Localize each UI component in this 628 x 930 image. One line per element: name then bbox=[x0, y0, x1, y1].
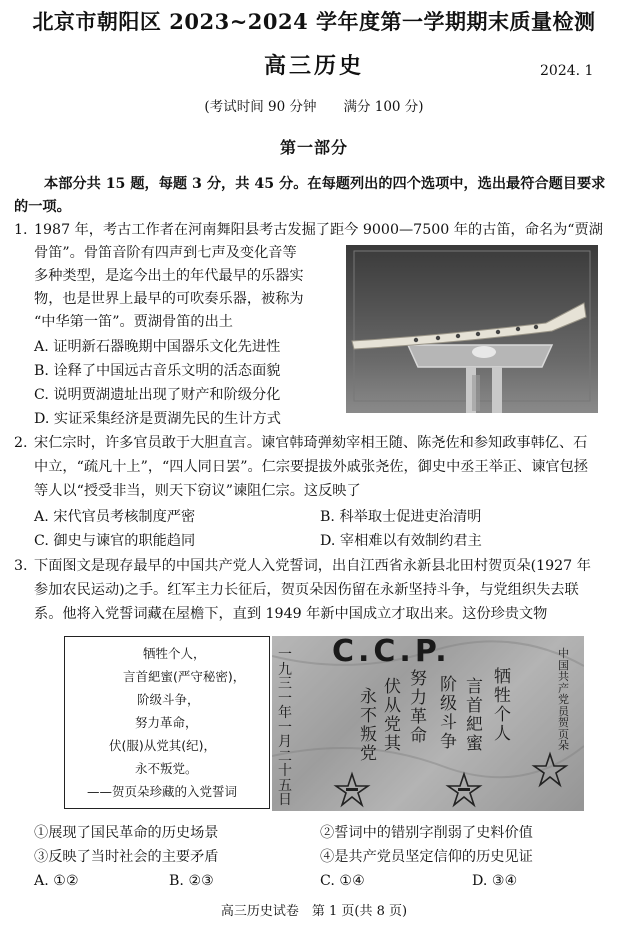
q1-line-2: 骨笛”。骨笛音阶有四声到七声及变化音等 bbox=[34, 245, 297, 261]
oath-column-6: 牺牲个人 bbox=[494, 667, 511, 744]
oath-line-1: 牺牲个人， bbox=[143, 646, 206, 661]
ccp-letters: C.C.P. bbox=[332, 636, 451, 669]
exam-title: 北京市朝阳区 2023~2024 学年度第一学期期末质量检测 bbox=[32, 9, 596, 34]
subject-title: 高三历史 bbox=[263, 53, 364, 79]
q2-option-a[interactable]: A. 宋代官员考核制度严密 bbox=[34, 509, 196, 525]
q1-option-a[interactable]: A. 证明新石器晚期中国器乐文化先进性 bbox=[34, 339, 281, 355]
instructions-line-1: 本部分共 15 题，每题 3 分，共 45 分。在每题列出的四个选项中，选出最符合题目要求 bbox=[44, 176, 606, 192]
instructions-line-2: 的一项。 bbox=[14, 199, 71, 215]
oath-line-3: 阶级斗争， bbox=[137, 692, 200, 707]
q3-line-3: 系。他将入党誓词藏在屋檐下，直到 1949 年新中国成立才取出来。这份珍贵文物 bbox=[34, 606, 548, 622]
q3-statement-2: ②誓词中的错别字削弱了史料价值 bbox=[320, 825, 533, 841]
oath-column-4: 阶级斗争 bbox=[440, 675, 457, 752]
part-title: 第一部分 bbox=[279, 138, 348, 157]
q3-number: 3. bbox=[14, 558, 28, 574]
q2-option-b[interactable]: B. 科举取士促进吏治清明 bbox=[320, 509, 482, 525]
bone-flute-illustration bbox=[346, 245, 598, 413]
q3-line-1: 下面图文是现存最早的中国共产党人入党誓词，出自江西省永新县北田村贺页朵(1927 年 bbox=[34, 558, 591, 574]
q3-line-2: 参加农民运动)之手。红军主力长征后，贺页朵因伤留在永新坚持斗争，与党组织失去联 bbox=[34, 582, 579, 598]
q1-option-b[interactable]: B. 诠释了中国远古音乐文明的活态面貌 bbox=[34, 363, 281, 379]
q1-number: 1. bbox=[14, 222, 28, 238]
oath-line-2: 言首紦蜜(严守秘密)， bbox=[123, 669, 246, 684]
q2-number: 2. bbox=[14, 435, 28, 451]
oath-column-5: 言首紦蜜 bbox=[466, 677, 483, 754]
q2-option-d[interactable]: D. 宰相难以有效制约君主 bbox=[320, 533, 482, 549]
oath-transcription-box bbox=[64, 636, 270, 809]
q2-line-2: 中立，“疏凡十上”，“四人同日罢”。仁宗要提拔外戚张尧佐，御史中丞王举正、谏官包拯 bbox=[34, 459, 588, 475]
page-footer: 高三历史试卷 第 1 页(共 8 页) bbox=[220, 904, 408, 919]
exam-info: (考试时间 90 分钟 满分 100 分) bbox=[204, 99, 424, 115]
oath-cloth-photo bbox=[272, 636, 584, 811]
oath-date-vertical: 一九三一年一月二十五日 bbox=[278, 647, 292, 808]
q3-option-d[interactable]: D. ③④ bbox=[472, 873, 518, 889]
q2-option-c[interactable]: C. 御史与谏官的职能趋同 bbox=[34, 533, 196, 549]
q3-statements bbox=[34, 822, 624, 894]
q2-line-1: 宋仁宗时，许多官员敢于大胆直言。谏官韩琦弹劾宰相王随、陈尧佐和参知政事韩亿、石 bbox=[34, 435, 588, 451]
q3-option-a[interactable]: A. ①② bbox=[34, 873, 79, 889]
party-member-name-vertical: 中国共产党员贺页朵 bbox=[558, 647, 569, 752]
oath-line-6: 永不叛党。 bbox=[135, 761, 198, 776]
oath-line-5: 伏(服)从党其(纪)， bbox=[109, 738, 217, 753]
q3-statement-1: ①展现了国民革命的历史场景 bbox=[34, 825, 219, 841]
oath-column-3: 努力革命 bbox=[410, 669, 427, 746]
q1-line-1: 1987 年，考古工作者在河南舞阳县考古发掘了距今 9000—7500 年的古笛，命名为“贾湖 bbox=[34, 222, 603, 238]
q1-option-c[interactable]: C. 说明贾湖遗址出现了财产和阶级分化 bbox=[34, 387, 281, 403]
q3-statement-3: ③反映了当时社会的主要矛盾 bbox=[34, 849, 219, 865]
q1-line-3: 多种类型，是迄今出土的年代最早的乐器实 bbox=[34, 268, 304, 284]
oath-column-1: 永不叛党 bbox=[360, 687, 377, 764]
q1-line-4: 物，也是世界上最早的可吹奏乐器，被称为 bbox=[34, 291, 304, 307]
q3-statement-4: ④是共产党员坚定信仰的历史见证 bbox=[320, 849, 533, 865]
question-2 bbox=[14, 432, 624, 552]
q3-option-c[interactable]: C. ①④ bbox=[320, 873, 365, 889]
oath-line-4: 努力革命， bbox=[135, 715, 198, 730]
bone-flute-photo bbox=[346, 245, 598, 413]
q1-option-d[interactable]: D. 实证采集经济是贾湖先民的生计方式 bbox=[34, 411, 281, 427]
question-3 bbox=[14, 555, 624, 630]
q3-option-b[interactable]: B. ②③ bbox=[169, 873, 214, 889]
exam-date: 2024. 1 bbox=[540, 63, 594, 79]
oath-column-2: 伏从党其 bbox=[384, 677, 401, 754]
oath-caption: ——贺页朵珍藏的入党誓词 bbox=[87, 784, 238, 799]
q2-line-3: 等人以“授受非当，则天下窃议”谏阻仁宗。这反映了 bbox=[34, 483, 361, 499]
q1-line-5: “中华第一笛”。贾湖骨笛的出土 bbox=[34, 314, 233, 330]
